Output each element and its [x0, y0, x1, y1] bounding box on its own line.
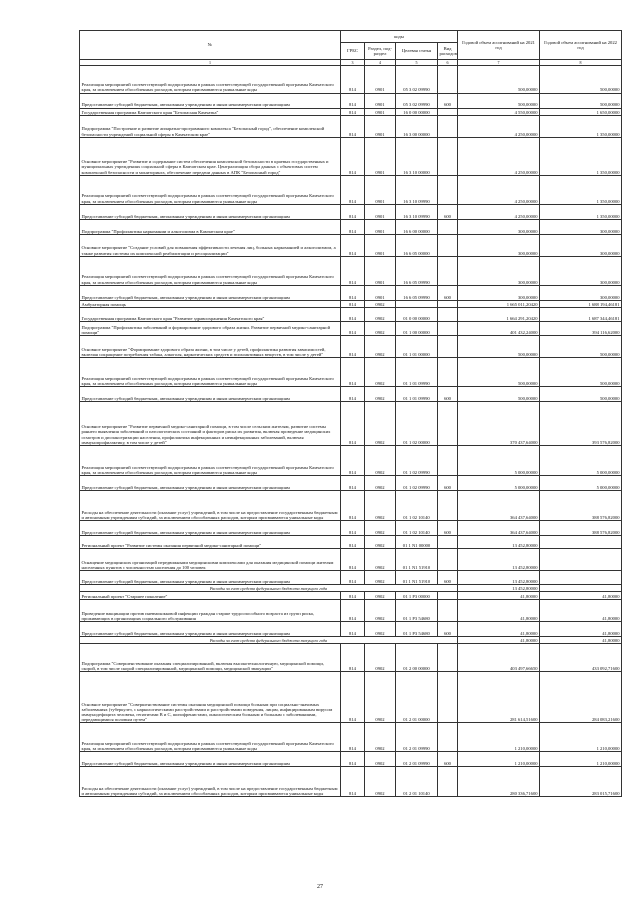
target-article-cell: 16 6 05 09990 [396, 257, 438, 286]
razdel-cell: 0901 [365, 286, 396, 301]
header-expense-type: Вид расходов [438, 43, 458, 60]
expense-type-cell [438, 220, 458, 235]
target-article-cell: 01 2 01 00000 [396, 672, 438, 723]
table-row [80, 571, 622, 585]
header-target-article: Целевая статья [396, 43, 438, 60]
column-index: 3 [341, 60, 365, 66]
razdel-cell: 0902 [365, 571, 396, 585]
budget-sheet [79, 30, 621, 797]
grbs-cell: 814 [341, 723, 365, 752]
grbs-cell: 814 [341, 476, 365, 491]
note-text: Расходы за счет средств федерального бюджета текущего года [80, 585, 458, 592]
expense-type-cell: 600 [438, 476, 458, 491]
razdel-cell: 0901 [365, 220, 396, 235]
table-row [80, 592, 622, 600]
grbs-cell: 814 [341, 402, 365, 446]
table-row [80, 672, 622, 723]
item-name-cell: Реализация мероприятий соответствующей подпрограммы в рамках соответствующей государственной программы Камчатского края, за исключением обособленных расходов, которым присваиваются уникальные коды [80, 446, 341, 476]
target-article-cell: 01 2 01 10140 [396, 767, 438, 797]
target-article-cell [396, 301, 438, 308]
volume-2022-cell: 283 015,71600 [540, 767, 622, 797]
table-row [80, 301, 622, 308]
volume-2021-cell: 13 452,80000 [458, 571, 540, 585]
volume-2022-cell: 5 000,00000 [540, 446, 622, 476]
grbs-cell: 814 [341, 176, 365, 205]
target-article-cell: 16 6 05 09990 [396, 286, 438, 301]
item-name-cell: Реализация мероприятий соответствующей подпрограммы в рамках соответствующей государственной программы Камчатского края, за исключением обособленных расходов, которым присваиваются уникальные коды [80, 257, 341, 286]
razdel-cell: 0902 [365, 752, 396, 767]
grbs-cell: 814 [341, 752, 365, 767]
column-index: 4 [365, 60, 396, 66]
expense-type-cell: 600 [438, 205, 458, 220]
item-name-cell: Оснащение медицинских организаций передвижными медицинскими комплексами для оказания медицинской помощи жителям населенных пунктов с численностью населения до 100 человек [80, 549, 341, 571]
razdel-cell: 0901 [365, 205, 396, 220]
grbs-cell: 814 [341, 336, 365, 358]
expense-type-cell [438, 235, 458, 257]
expense-type-cell [438, 176, 458, 205]
table-row [80, 387, 622, 402]
grbs-cell: 814 [341, 549, 365, 571]
razdel-cell: 0902 [365, 644, 396, 672]
expense-type-cell: 600 [438, 622, 458, 637]
volume-2022-cell: 300,00000 [540, 235, 622, 257]
razdel-cell: 0901 [365, 94, 396, 109]
item-name-cell: Основное мероприятие "Совершенствование системы оказания медицинской помощи больным при социально-значимых заболеваниях (туберкулез, с наркологическими расстройствами и расстройствами поведения, лицам, инфицированным вирусом иммунодефицита человека, гепатитами B и C, шизофренистами, онкологическим больным и больным с заболеваниями, передающимися половым путем" [80, 672, 341, 723]
item-name-cell: Региональный проект "Старшее поколение" [80, 592, 341, 600]
expense-type-cell [438, 301, 458, 308]
expense-type-cell [438, 66, 458, 94]
item-name-cell: Подпрограмма "Профилактика заболеваний и формирование здорового образа жизни. Развитие первичной медико-санитарной помощи" [80, 322, 341, 336]
expense-type-cell [438, 109, 458, 116]
item-name-cell: Реализация мероприятий соответствующей подпрограммы в рамках соответствующей государственной программы Камчатского края, за исключением обособленных расходов, которым присваиваются уникальные коды [80, 66, 341, 94]
note-row [80, 637, 622, 644]
grbs-cell: 814 [341, 66, 365, 94]
expense-type-cell [438, 672, 458, 723]
expense-type-cell [438, 308, 458, 322]
target-article-cell: 01 1 N1 51910 [396, 549, 438, 571]
item-name-cell: Амбулаторная помощь [80, 301, 341, 308]
volume-2022-cell [540, 549, 622, 571]
razdel-cell: 0901 [365, 66, 396, 94]
grbs-cell: 814 [341, 387, 365, 402]
target-article-cell: 01 1 P3 54680 [396, 600, 438, 622]
expense-type-cell [438, 549, 458, 571]
volume-2021-cell: 41,80000 [458, 637, 540, 644]
volume-2022-cell: 1 350,00000 [540, 138, 622, 176]
expense-type-cell: 600 [438, 94, 458, 109]
expense-type-cell [438, 322, 458, 336]
target-article-cell: 16 3 10 09990 [396, 205, 438, 220]
volume-2021-cell: 4 250,00000 [458, 116, 540, 138]
target-article-cell: 01 1 02 10140 [396, 491, 438, 521]
expense-type-cell [438, 446, 458, 476]
volume-2021-cell: 1 210,00000 [458, 723, 540, 752]
volume-2021-cell: 4 550,00000 [458, 109, 540, 116]
target-article-cell: 05 3 02 09990 [396, 94, 438, 109]
grbs-cell: 814 [341, 308, 365, 322]
target-article-cell: 16 0 00 00000 [396, 109, 438, 116]
expense-type-cell [438, 402, 458, 446]
table-row [80, 336, 622, 358]
item-name-cell: Основное мероприятие "Развитие и содержание систем обеспечения комплексной безопасности в краевых государственных и муниципальных учреждениях социальной сферы в Камчатском крае. Централизация сбора данных с объектовых систем комплексной безопасности и мониторинга, обеспечение передачи данных в АПК "Безопасный город" [80, 138, 341, 176]
volume-2022-cell: 5 000,00000 [540, 476, 622, 491]
volume-2022-cell: 1 210,00000 [540, 723, 622, 752]
item-name-cell: Предоставление субсидий бюджетным, автономным учреждениям и иным некоммерческим организациям [80, 286, 341, 301]
grbs-cell: 814 [341, 644, 365, 672]
item-name-cell: Предоставление субсидий бюджетным, автономным учреждениям и иным некоммерческим организациям [80, 752, 341, 767]
expense-type-cell: 600 [438, 387, 458, 402]
target-article-cell: 16 6 05 00000 [396, 235, 438, 257]
volume-2022-cell: 1 650,00000 [540, 109, 622, 116]
volume-2022-cell: 388 576,82000 [540, 521, 622, 536]
volume-2022-cell: 394 116,62000 [540, 322, 622, 336]
target-article-cell: 01 1 P3 54680 [396, 622, 438, 637]
volume-2021-cell: 4 250,00000 [458, 138, 540, 176]
item-name-cell: Основное мероприятие "Формирование здорового образа жизни, в том числе у детей, профилактика развития зависимостей, включая сокращение потребления табака, алкоголя, наркотических средств и психоактивных веществ, в том числе у детей" [80, 336, 341, 358]
razdel-cell: 0902 [365, 402, 396, 446]
column-index: 8 [540, 60, 622, 66]
expense-type-cell: 600 [438, 286, 458, 301]
volume-2022-cell [540, 571, 622, 585]
razdel-cell: 0902 [365, 521, 396, 536]
grbs-cell: 814 [341, 536, 365, 549]
expense-type-cell: 600 [438, 521, 458, 536]
razdel-cell: 0902 [365, 322, 396, 336]
volume-2022-cell [540, 536, 622, 549]
table-row [80, 622, 622, 637]
target-article-cell: 01 1 01 00000 [396, 336, 438, 358]
item-name-cell: Предоставление субсидий бюджетным, автономным учреждениям и иным некоммерческим организациям [80, 94, 341, 109]
volume-2021-cell: 300,00000 [458, 257, 540, 286]
volume-2022-cell: 500,00000 [540, 66, 622, 94]
grbs-cell: 814 [341, 622, 365, 637]
expense-type-cell [438, 644, 458, 672]
target-article-cell: 16 3 10 00000 [396, 138, 438, 176]
grbs-cell: 814 [341, 358, 365, 387]
razdel-cell: 0902 [365, 592, 396, 600]
volume-2022-cell: 1 350,00000 [540, 205, 622, 220]
volume-2021-cell: 1 210,00000 [458, 752, 540, 767]
table-row [80, 402, 622, 446]
table-row [80, 767, 622, 797]
volume-2021-cell: 5 000,00000 [458, 476, 540, 491]
razdel-cell: 0901 [365, 257, 396, 286]
table-row [80, 600, 622, 622]
header-volume-2022: Годовой объем ассигнований на 2022 год [540, 31, 622, 60]
razdel-cell: 0902 [365, 308, 396, 322]
column-index: 1 [80, 60, 341, 66]
table-row [80, 322, 622, 336]
item-name-cell: Основное мероприятие "Создание условий для повышения эффективности лечения лиц, больных наркоманией и алкоголизмом, а также развития системы их комплексной реабилитации и ресоциализации" [80, 235, 341, 257]
item-name-cell: Предоставление субсидий бюджетным, автономным учреждениям и иным некоммерческим организациям [80, 622, 341, 637]
razdel-cell: 0902 [365, 723, 396, 752]
column-index: 5 [396, 60, 438, 66]
target-article-cell: 01 1 P3 00000 [396, 592, 438, 600]
volume-2022-cell: 500,00000 [540, 94, 622, 109]
grbs-cell: 814 [341, 600, 365, 622]
item-name-cell: Реализация мероприятий соответствующей подпрограммы в рамках соответствующей государственной программы Камчатского края, за исключением обособленных расходов, которым присваиваются уникальные коды [80, 723, 341, 752]
volume-2022-cell: 41,80000 [540, 637, 622, 644]
table-row [80, 308, 622, 322]
table-row [80, 752, 622, 767]
razdel-cell: 0902 [365, 446, 396, 476]
grbs-cell: 814 [341, 571, 365, 585]
header-grbs: ГРБС [341, 43, 365, 60]
volume-2022-cell: 500,00000 [540, 387, 622, 402]
volume-2021-cell: 4 250,00000 [458, 205, 540, 220]
note-row [80, 585, 622, 592]
grbs-cell: 814 [341, 235, 365, 257]
item-name-cell: Предоставление субсидий бюджетным, автономным учреждениям и иным некоммерческим организациям [80, 521, 341, 536]
volume-2022-cell: 300,00000 [540, 220, 622, 235]
item-name-cell: Предоставление субсидий бюджетным, автономным учреждениям и иным некоммерческим организациям [80, 387, 341, 402]
volume-2022-cell: 1 687 344,46181 [540, 308, 622, 322]
volume-2021-cell: 500,00000 [458, 387, 540, 402]
volume-2022-cell: 300,00000 [540, 257, 622, 286]
item-name-cell: Подпрограмма "Профилактика наркомании и алкоголизма в Камчатском крае" [80, 220, 341, 235]
volume-2022-cell: 500,00000 [540, 358, 622, 387]
table-row [80, 138, 622, 176]
target-article-cell: 01 1 00 00000 [396, 322, 438, 336]
table-row [80, 521, 622, 536]
razdel-cell: 0902 [365, 536, 396, 549]
volume-2022-cell: 388 576,82000 [540, 491, 622, 521]
volume-2021-cell: 300,00000 [458, 235, 540, 257]
razdel-cell: 0902 [365, 491, 396, 521]
target-article-cell: 01 1 02 10140 [396, 521, 438, 536]
target-article-cell: 01 1 N1 51910 [396, 571, 438, 585]
item-name-cell: Региональный проект "Развитие системы оказания первичной медико-санитарной помощи" [80, 536, 341, 549]
volume-2022-cell: 433 092,71600 [540, 644, 622, 672]
volume-2021-cell: 280 336,71600 [458, 767, 540, 797]
table-row [80, 220, 622, 235]
table-row [80, 446, 622, 476]
razdel-cell: 0901 [365, 176, 396, 205]
grbs-cell: 814 [341, 257, 365, 286]
volume-2021-cell: 500,00000 [458, 66, 540, 94]
grbs-cell: 814 [341, 138, 365, 176]
item-name-cell: Основное мероприятие "Развитие первичной медико-санитарной помощи, в том числе сельским жителям, развитие системы раннего выявления заболеваний и патологических состояний и факторов риска их развития, включая проведение медицинских осмотров и диспансеризации населения, профилактика инфекционных и неинфекционных заболеваний, включая иммунопрофилактику, в том числе у детей" [80, 402, 341, 446]
expense-type-cell: 600 [438, 571, 458, 585]
column-index: 7 [458, 60, 540, 66]
grbs-cell: 814 [341, 116, 365, 138]
volume-2021-cell: 401 432,24000 [458, 322, 540, 336]
razdel-cell: 0902 [365, 672, 396, 723]
expense-type-cell [438, 592, 458, 600]
header-codes: коды [341, 31, 458, 43]
note-text: Расходы за счет средств федерального бюджета текущего года [80, 637, 458, 644]
target-article-cell: 16 3 00 00000 [396, 116, 438, 138]
razdel-cell: 0901 [365, 109, 396, 116]
table-row [80, 358, 622, 387]
table-row [80, 94, 622, 109]
item-name-cell: Предоставление субсидий бюджетным, автономным учреждениям и иным некоммерческим организациям [80, 476, 341, 491]
table-row [80, 286, 622, 301]
target-article-cell: 01 2 01 09990 [396, 752, 438, 767]
grbs-cell: 814 [341, 301, 365, 308]
volume-2021-cell: 41,80000 [458, 592, 540, 600]
item-name-cell: Реализация мероприятий соответствующей подпрограммы в рамках соответствующей государственной программы Камчатского края, за исключением обособленных расходов, которым присваиваются уникальные коды [80, 176, 341, 205]
volume-2022-cell: 1 210,00000 [540, 752, 622, 767]
target-article-cell: 01 1 01 09990 [396, 387, 438, 402]
grbs-cell: 814 [341, 446, 365, 476]
grbs-cell: 814 [341, 672, 365, 723]
expense-type-cell [438, 600, 458, 622]
grbs-cell: 814 [341, 109, 365, 116]
volume-2021-cell: 13 452,80000 [458, 549, 540, 571]
target-article-cell: 01 2 00 00000 [396, 644, 438, 672]
razdel-cell: 0902 [365, 622, 396, 637]
column-index: 6 [438, 60, 458, 66]
target-article-cell: 16 6 00 00000 [396, 220, 438, 235]
expense-type-cell [438, 767, 458, 797]
table-row [80, 176, 622, 205]
page-number: 27 [317, 884, 323, 890]
grbs-cell: 814 [341, 220, 365, 235]
volume-2021-cell: 364 437,64000 [458, 491, 540, 521]
grbs-cell: 814 [341, 592, 365, 600]
volume-2022-cell: 393 576,82000 [540, 402, 622, 446]
target-article-cell: 05 3 02 09990 [396, 66, 438, 94]
volume-2021-cell: 364 437,64000 [458, 521, 540, 536]
target-article-cell: 01 1 01 09990 [396, 358, 438, 387]
item-name-cell: Подпрограмма "Совершенствование оказания специализированной, включая высокотехнологичную, медицинской помощи, скорой, в том числе скорой специализированной, медицинской помощи, медицинской эвакуации" [80, 644, 341, 672]
razdel-cell: 0902 [365, 387, 396, 402]
grbs-cell: 814 [341, 767, 365, 797]
header-razdel: Раздел, под-раздел [365, 43, 396, 60]
table-row [80, 257, 622, 286]
expense-type-cell [438, 723, 458, 752]
grbs-cell: 814 [341, 286, 365, 301]
table-row [80, 66, 622, 94]
budget-table [79, 30, 622, 797]
expense-type-cell [438, 336, 458, 358]
table-row [80, 109, 622, 116]
target-article-cell: 01 2 01 09990 [396, 723, 438, 752]
volume-2021-cell: 5 000,00000 [458, 446, 540, 476]
volume-2022-cell: 300,00000 [540, 286, 622, 301]
item-name-cell: Расходы на обеспечение деятельности (оказание услуг) учреждений, в том числе на предоставление государственным бюджетным и автономным учреждениям субсидий, за исключением обособленных расходов, которым присваиваются уникальные коды [80, 491, 341, 521]
volume-2021-cell: 1 664 291,20420 [458, 308, 540, 322]
item-name-cell: Государственная программа Камчатского края "Безопасная Камчатка" [80, 109, 341, 116]
volume-2022-cell: 284 083,21600 [540, 672, 622, 723]
expense-type-cell [438, 257, 458, 286]
table-row [80, 644, 622, 672]
table-row [80, 476, 622, 491]
volume-2021-cell: 300,00000 [458, 220, 540, 235]
grbs-cell: 814 [341, 94, 365, 109]
volume-2021-cell: 500,00000 [458, 94, 540, 109]
volume-2021-cell: 13 452,80000 [458, 536, 540, 549]
expense-type-cell [438, 358, 458, 387]
target-article-cell: 01 1 02 00000 [396, 402, 438, 446]
grbs-cell: 814 [341, 521, 365, 536]
table-row [80, 723, 622, 752]
table-row [80, 491, 622, 521]
expense-type-cell [438, 536, 458, 549]
volume-2021-cell: 281 614,51600 [458, 672, 540, 723]
volume-2021-cell: 300,00000 [458, 286, 540, 301]
volume-2022-cell: 41,80000 [540, 600, 622, 622]
table-header [80, 31, 622, 66]
volume-2021-cell: 13 452,80000 [458, 585, 540, 592]
volume-2021-cell: 403 497,66650 [458, 644, 540, 672]
expense-type-cell: 600 [438, 752, 458, 767]
volume-2022-cell: 41,80000 [540, 622, 622, 637]
volume-2021-cell: 41,80000 [458, 600, 540, 622]
volume-2022-cell: 500,00000 [540, 336, 622, 358]
table-row [80, 205, 622, 220]
item-name-cell: Реализация мероприятий соответствующей подпрограммы в рамках соответствующей государственной программы Камчатского края, за исключением обособленных расходов, которым присваиваются уникальные коды [80, 358, 341, 387]
item-name-cell: Расходы на обеспечение деятельности (оказание услуг) учреждений, в том числе на предоставление государственным бюджетным и автономным учреждениям субсидий, за исключением обособленных расходов, которым присваиваются уникальные коды [80, 767, 341, 797]
target-article-cell: 01 1 02 09990 [396, 476, 438, 491]
grbs-cell: 814 [341, 205, 365, 220]
volume-2022-cell: 1 350,00000 [540, 176, 622, 205]
volume-2022-cell: 1 350,00000 [540, 116, 622, 138]
header-number: № [80, 31, 341, 60]
volume-2021-cell: 500,00000 [458, 336, 540, 358]
volume-2021-cell: 500,00000 [458, 358, 540, 387]
volume-2021-cell: 4 250,00000 [458, 176, 540, 205]
volume-2022-cell: 41,80000 [540, 592, 622, 600]
razdel-cell: 0901 [365, 235, 396, 257]
volume-2022-cell: 1 688 194,46181 [540, 301, 622, 308]
table-row [80, 549, 622, 571]
target-article-cell: 16 3 10 09990 [396, 176, 438, 205]
expense-type-cell [438, 116, 458, 138]
header-volume-2021: Годовой объем ассигнований на 2021 год [458, 31, 540, 60]
table-row [80, 536, 622, 549]
razdel-cell: 0901 [365, 138, 396, 176]
grbs-cell: 814 [341, 491, 365, 521]
table-row [80, 235, 622, 257]
razdel-cell: 0902 [365, 336, 396, 358]
razdel-cell: 0902 [365, 476, 396, 491]
grbs-cell: 814 [341, 322, 365, 336]
volume-2022-cell [540, 585, 622, 592]
item-name-cell: Проведение вакцинации против пневмококковой инфекции граждан старше трудоспособного возраста из групп риска, проживающих в организациях социального обслуживания [80, 600, 341, 622]
item-name-cell: Предоставление субсидий бюджетным, автономным учреждениям и иным некоммерческим организациям [80, 571, 341, 585]
volume-2021-cell: 1 665 011,20420 [458, 301, 540, 308]
razdel-cell: 0902 [365, 301, 396, 308]
item-name-cell: Подпрограмма "Построение и развитие аппаратно-программного комплекса "Безопасный город", обеспечение комплексной безопасности учреждений социальной сферы в Камчатском крае" [80, 116, 341, 138]
target-article-cell: 01 1 N1 00000 [396, 536, 438, 549]
razdel-cell: 0901 [365, 116, 396, 138]
razdel-cell: 0902 [365, 767, 396, 797]
razdel-cell: 0902 [365, 549, 396, 571]
table-row [80, 116, 622, 138]
table-body [80, 66, 622, 797]
target-article-cell: 01 0 00 00000 [396, 308, 438, 322]
expense-type-cell [438, 491, 458, 521]
razdel-cell: 0902 [365, 358, 396, 387]
item-name-cell: Государственная программа Камчатского края "Развитие здравоохранения Камчатского края" [80, 308, 341, 322]
razdel-cell: 0902 [365, 600, 396, 622]
volume-2021-cell: 41,80000 [458, 622, 540, 637]
item-name-cell: Предоставление субсидий бюджетным, автономным учреждениям и иным некоммерческим организациям [80, 205, 341, 220]
expense-type-cell [438, 138, 458, 176]
volume-2021-cell: 370 437,64000 [458, 402, 540, 446]
target-article-cell: 01 1 02 09990 [396, 446, 438, 476]
